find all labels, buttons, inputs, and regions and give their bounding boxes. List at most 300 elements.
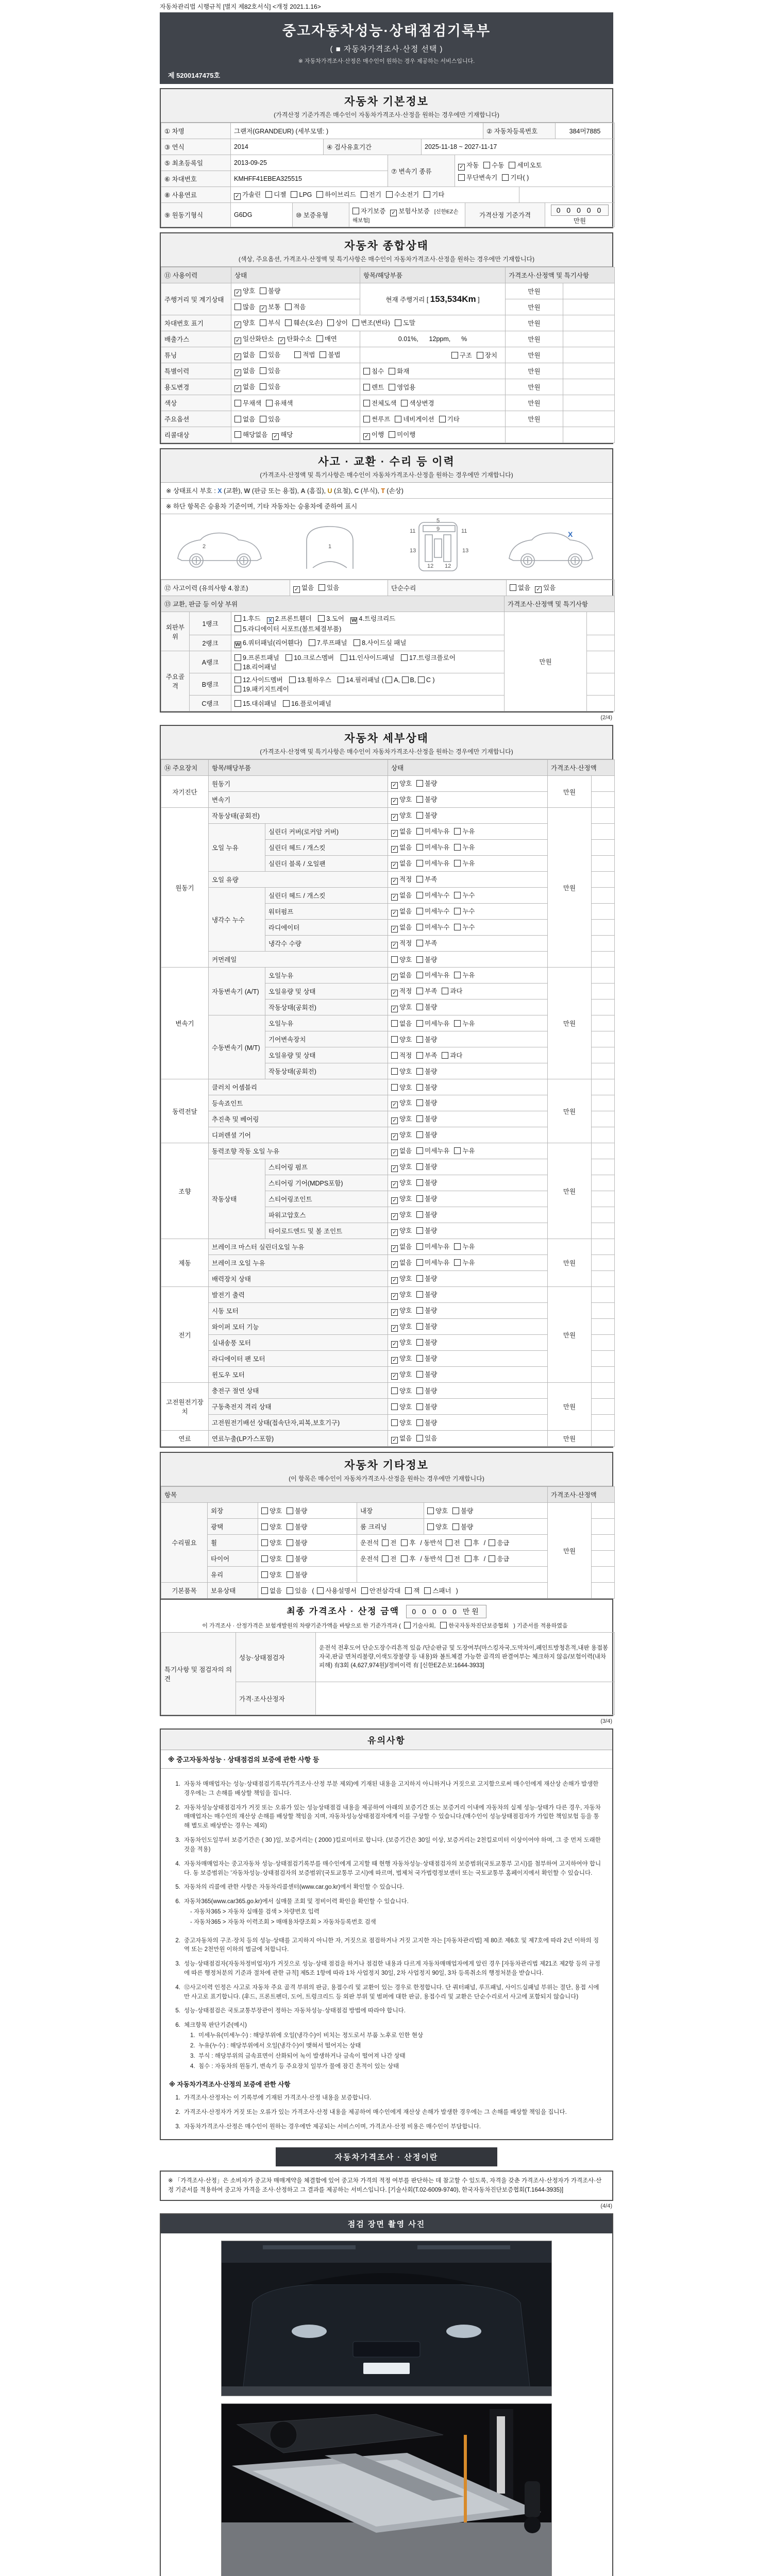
note-cell	[592, 1031, 615, 1047]
notice-item: 6. 체크항목 판단기준(예시) 1. 미세누유(미세누수) : 해당부위에 오일(냉각수)이 비치는 정도로서 부품 노후로 인한 현상 2. 누유(누수) : 해당부위에서 오일(냉각수)이 맺혀서 떨어지는 상태 3. 부식 : 해당부위의 금속표면이 산화되어 녹이 발생하거나 금속이 떨어져 나간 상태 4. 침수 : 자동차의 원동기, 변속기 등 주요장치 일부가 물에 잠긴 흔적이 있는 상태	[169, 2021, 604, 2071]
checkbox-unchecked[interactable]	[363, 400, 370, 406]
checkbox-checked[interactable]: ✓	[391, 1277, 398, 1284]
checkbox-unchecked[interactable]	[389, 431, 395, 438]
checkbox-checked[interactable]: ✓	[391, 846, 398, 853]
checkbox-unchecked[interactable]	[416, 796, 423, 803]
option: 침수	[363, 366, 384, 376]
checkbox-unchecked[interactable]	[402, 676, 409, 683]
option: 양호	[261, 1522, 282, 1531]
checkbox-unchecked[interactable]	[416, 1163, 423, 1170]
checkbox-unchecked[interactable]	[317, 1587, 324, 1594]
checkbox-unchecked[interactable]	[285, 319, 292, 326]
panel-mark-W[interactable]: W	[235, 641, 241, 648]
option: 불량	[416, 810, 437, 820]
checkbox-unchecked[interactable]	[416, 828, 423, 835]
checkbox-unchecked[interactable]	[416, 908, 423, 914]
checkbox-unchecked[interactable]	[363, 368, 370, 375]
checkbox-unchecked[interactable]	[261, 1587, 268, 1594]
option: 미세누유	[416, 842, 449, 852]
svg-text:9: 9	[436, 526, 440, 532]
checkbox-unchecked[interactable]	[391, 1036, 398, 1043]
option: ✓ 양호	[391, 1178, 412, 1188]
checkbox-checked[interactable]: ✓	[391, 1181, 398, 1188]
checkbox-unchecked[interactable]	[416, 812, 423, 819]
checkbox-unchecked[interactable]	[451, 352, 458, 359]
option: 부족	[416, 874, 437, 884]
checkbox-checked[interactable]: ✓	[391, 1213, 398, 1220]
checkbox-unchecked[interactable]	[401, 654, 408, 661]
page-marker: (4/4)	[600, 2202, 612, 2209]
column-header: ⑬ 교환, 판금 등 이상 부위	[161, 596, 505, 612]
status-options	[388, 856, 548, 872]
checkbox-unchecked[interactable]	[442, 988, 448, 994]
device-group-label: 고전원전기장치	[161, 1383, 209, 1431]
checkbox-unchecked[interactable]	[489, 1539, 495, 1546]
checkbox-unchecked[interactable]	[465, 1555, 472, 1562]
checkbox-unchecked[interactable]	[401, 1539, 408, 1546]
checkbox-checked[interactable]: ✓	[535, 586, 542, 593]
price-cell: 만원	[506, 363, 563, 379]
field-label: ⑤ 최초등록일	[161, 155, 231, 171]
checkbox-unchecked[interactable]	[363, 416, 370, 422]
status-options	[360, 411, 506, 427]
checkbox-unchecked[interactable]	[391, 1419, 398, 1426]
checkbox-checked[interactable]: ✓	[391, 1133, 398, 1140]
checkbox-unchecked[interactable]	[382, 1555, 389, 1562]
svg-text:13: 13	[409, 548, 416, 554]
checkbox-checked[interactable]: ✓	[391, 1325, 398, 1332]
checkbox-checked[interactable]: ✓	[391, 894, 398, 901]
note-cell	[592, 1159, 615, 1175]
checkbox-unchecked[interactable]	[361, 1587, 368, 1594]
section-subtitle-text: (가격조사·산정액 및 특기사항은 매수인이 자동차가격조사·산정을 원하는 경우에만 기재합니다)	[260, 471, 513, 479]
checkbox-unchecked[interactable]	[416, 1227, 423, 1234]
field-label: ① 차명	[161, 123, 231, 139]
checkbox-unchecked[interactable]	[405, 1587, 412, 1594]
checkbox-unchecked[interactable]	[389, 384, 395, 391]
item-label: 실린더 커버(로커암 커버)	[265, 824, 388, 840]
checkbox-unchecked[interactable]	[261, 1555, 268, 1562]
note-cell	[592, 1111, 615, 1127]
option: 없음	[234, 414, 255, 423]
checkbox-unchecked[interactable]	[401, 1555, 408, 1562]
checkbox-unchecked[interactable]	[385, 676, 392, 683]
checkbox-unchecked[interactable]	[234, 664, 241, 670]
checkbox-unchecked[interactable]	[266, 400, 273, 406]
option: 네비게이션	[395, 414, 434, 423]
checkbox-unchecked[interactable]	[416, 1195, 423, 1202]
checkbox-unchecked[interactable]	[234, 615, 241, 622]
checkbox-unchecked[interactable]	[416, 956, 423, 963]
checkbox-unchecked[interactable]	[416, 1099, 423, 1106]
checkbox-unchecked[interactable]	[354, 639, 360, 646]
checkbox-checked[interactable]: ✓	[234, 369, 241, 376]
checkbox-checked[interactable]: ✓	[234, 337, 241, 344]
checkbox-checked[interactable]: ✓	[391, 1006, 398, 1012]
checkbox-unchecked[interactable]	[440, 1622, 447, 1629]
option: 불량	[416, 1162, 437, 1171]
checkbox-unchecked[interactable]	[352, 208, 359, 214]
checkbox-unchecked[interactable]	[341, 654, 347, 661]
checkbox-unchecked[interactable]	[416, 1179, 423, 1186]
checkbox-checked[interactable]: ✓	[391, 1357, 398, 1364]
panel-items	[231, 651, 505, 673]
checkbox-checked[interactable]: ✓	[391, 1229, 398, 1236]
checkbox-unchecked[interactable]	[391, 1403, 398, 1410]
checkbox-unchecked[interactable]	[285, 303, 292, 310]
column-header: 상태	[388, 760, 548, 776]
checkbox-unchecked[interactable]	[287, 1539, 293, 1546]
checkbox-unchecked[interactable]	[316, 335, 323, 342]
checkbox-unchecked[interactable]	[416, 1115, 423, 1122]
checkbox-checked[interactable]: ✓	[293, 586, 300, 593]
checkbox-unchecked[interactable]	[283, 700, 290, 707]
checkbox-unchecked[interactable]	[318, 584, 325, 591]
checkbox-checked[interactable]: ✓	[391, 1245, 398, 1252]
checkbox-unchecked[interactable]	[416, 1355, 423, 1362]
item-label: 변속기	[209, 792, 388, 808]
checkbox-unchecked[interactable]	[416, 1435, 423, 1442]
checkbox-unchecked[interactable]	[424, 1587, 431, 1594]
checkbox-unchecked[interactable]	[261, 1523, 268, 1530]
checkbox-unchecked[interactable]	[401, 400, 408, 406]
note-cell	[592, 1063, 615, 1079]
checkbox-unchecked[interactable]	[287, 1555, 293, 1562]
checkbox-unchecked[interactable]	[416, 924, 423, 930]
checkbox-unchecked[interactable]	[320, 351, 326, 358]
checkbox-checked[interactable]: ✓	[458, 164, 465, 171]
checkbox-unchecked[interactable]	[260, 351, 266, 358]
checkbox-unchecked[interactable]	[395, 416, 401, 422]
checkbox-unchecked[interactable]	[234, 625, 241, 632]
checkbox-unchecked[interactable]	[416, 892, 423, 899]
section-accident-history	[160, 448, 613, 713]
checkbox-checked[interactable]: ✓	[391, 814, 398, 821]
checkbox-checked[interactable]: ✓	[391, 1197, 398, 1204]
checkbox-unchecked[interactable]	[391, 1084, 398, 1091]
checkbox-checked[interactable]: ✓	[391, 1149, 398, 1156]
checkbox-unchecked[interactable]	[416, 1259, 423, 1266]
checkbox-unchecked[interactable]	[454, 828, 461, 835]
checkbox-checked[interactable]: ✓	[234, 385, 241, 392]
checkbox-unchecked[interactable]	[416, 1020, 423, 1027]
price-cell: 만원	[548, 1143, 592, 1239]
checkbox-checked[interactable]: ✓	[391, 1261, 398, 1268]
checkbox-unchecked[interactable]	[458, 174, 465, 181]
checkbox-unchecked[interactable]	[416, 1068, 423, 1075]
panel-number: 2	[202, 544, 206, 550]
option: 미세누수	[416, 922, 449, 931]
option: 양호	[391, 955, 412, 964]
panel-number: 1	[328, 544, 332, 550]
checkbox-unchecked[interactable]	[416, 860, 423, 867]
checkbox-unchecked[interactable]	[294, 351, 301, 358]
checkbox-checked[interactable]: ✓	[391, 1165, 398, 1172]
checkbox-unchecked[interactable]	[416, 1307, 423, 1314]
notice-item: 2. 자동차성능상태점검자가 거짓 또는 오류가 있는 성능상태점검 내용을 제공하여 아래의 보증기간 또는 보증거리 이내에 자동차의 실제 성능·상태가 다른 경우, 자동차매매업자는 매수인의 재산상 손해를 배상할 책임을 지며, 자동차성능상태점검자에게 이를 구상할 수 있습니다.(매수인이 성능상태점검자가 가입한 책임보험 등을 통해 별도로 배상받는 경우는 제외)	[175, 1804, 601, 1829]
option: 없음	[391, 1019, 412, 1028]
note-cell	[587, 696, 615, 711]
option: 디젤	[265, 190, 286, 199]
checkbox-checked[interactable]: ✓	[391, 1117, 398, 1124]
checkbox-checked[interactable]: ✓	[391, 782, 398, 789]
checkbox-unchecked[interactable]	[416, 1323, 423, 1330]
checkbox-unchecked[interactable]	[416, 1131, 423, 1138]
row-label: 차대번호 표기	[161, 315, 231, 331]
svg-text:13: 13	[462, 548, 468, 554]
checkbox-unchecked[interactable]	[234, 654, 241, 661]
final-price-label: 최종 가격조사 · 산정 금액	[287, 1606, 399, 1616]
option: 불량	[287, 1522, 307, 1531]
checkbox-unchecked[interactable]	[454, 892, 461, 899]
checkbox-checked[interactable]: ✓	[391, 1341, 398, 1348]
checkbox-unchecked[interactable]	[260, 383, 266, 390]
option: ✓ 없음	[293, 583, 314, 593]
checkbox-unchecked[interactable]	[454, 1259, 461, 1266]
opinion-group-label: 특기사항 및 점검자의 의견	[161, 1633, 236, 1715]
option: 양호	[391, 1082, 412, 1092]
option: ✓ 양호	[391, 1130, 412, 1140]
item-subgroup-label: 작동상태	[209, 1159, 265, 1239]
checkbox-unchecked[interactable]	[309, 639, 315, 646]
checkbox-unchecked[interactable]	[316, 191, 323, 198]
checkbox-unchecked[interactable]	[361, 191, 367, 198]
checkbox-unchecked[interactable]	[261, 1507, 268, 1514]
checkbox-unchecked[interactable]	[454, 860, 461, 867]
checkbox-unchecked[interactable]	[327, 319, 334, 326]
checkbox-unchecked[interactable]	[416, 1243, 423, 1250]
checkbox-checked[interactable]: ✓	[234, 321, 241, 328]
status-options	[231, 299, 360, 315]
checkbox-unchecked[interactable]	[446, 1539, 452, 1546]
checkbox-checked[interactable]: ✓	[390, 210, 397, 216]
checkbox-unchecked[interactable]	[234, 676, 241, 683]
checkbox-unchecked[interactable]	[287, 1523, 293, 1530]
checkbox-unchecked[interactable]	[391, 1068, 398, 1075]
checkbox-unchecked[interactable]	[287, 1571, 293, 1578]
checkbox-unchecked[interactable]	[234, 416, 241, 422]
checkbox-unchecked[interactable]	[338, 676, 344, 683]
checkbox-unchecked[interactable]	[416, 1387, 423, 1394]
checkbox-unchecked[interactable]	[416, 1052, 423, 1059]
checkbox-unchecked[interactable]	[391, 1020, 398, 1027]
checkbox-unchecked[interactable]	[454, 924, 461, 930]
checkbox-checked[interactable]: ✓	[234, 353, 241, 360]
checkbox-unchecked[interactable]	[391, 1052, 398, 1059]
row-label: 배출가스	[161, 331, 231, 347]
checkbox-unchecked[interactable]	[424, 191, 430, 198]
checkbox-unchecked[interactable]	[291, 191, 297, 198]
checkbox-checked[interactable]: ✓	[391, 1437, 398, 1444]
checkbox-unchecked[interactable]	[285, 654, 292, 661]
checkbox-unchecked[interactable]	[234, 700, 241, 707]
checkbox-unchecked[interactable]	[418, 676, 425, 683]
checkbox-checked[interactable]: ✓	[391, 910, 398, 917]
item-label: 룸 크리닝	[357, 1519, 424, 1535]
panel-item: 16.플로어패널	[283, 699, 331, 708]
checkbox-unchecked[interactable]	[416, 1403, 423, 1410]
checkbox-unchecked[interactable]	[416, 988, 423, 994]
checkbox-unchecked[interactable]	[454, 908, 461, 914]
option: ✓ 양호	[391, 1369, 412, 1380]
checkbox-unchecked[interactable]	[391, 1387, 398, 1394]
checkbox-unchecked[interactable]	[416, 1339, 423, 1346]
panel-item: 14.필러패널 ( A, B, C )	[338, 675, 434, 684]
checkbox-unchecked[interactable]	[416, 1147, 423, 1154]
checkbox-unchecked[interactable]	[416, 780, 423, 787]
checkbox-unchecked[interactable]	[427, 1507, 434, 1514]
checkbox-unchecked[interactable]	[465, 1539, 472, 1546]
option: 도말	[395, 318, 415, 327]
checkbox-unchecked[interactable]	[318, 615, 325, 622]
checkbox-checked[interactable]: ✓	[260, 306, 266, 312]
panel-mark-W[interactable]: W	[351, 617, 357, 623]
checkbox-unchecked[interactable]	[416, 1004, 423, 1010]
checkbox-checked[interactable]: ✓	[391, 830, 398, 837]
note-cell	[592, 888, 615, 904]
checkbox-checked[interactable]: ✓	[391, 1373, 398, 1380]
checkbox-unchecked[interactable]	[363, 384, 370, 391]
checkbox-unchecked[interactable]	[260, 367, 266, 374]
panel-item: 11.인사이드패널	[341, 653, 395, 662]
option: 화재	[389, 366, 409, 376]
note-cell	[592, 1535, 615, 1551]
checkbox-unchecked[interactable]	[416, 876, 423, 883]
checkbox-unchecked[interactable]	[416, 844, 423, 851]
checkbox-unchecked[interactable]	[382, 1539, 389, 1546]
checkbox-unchecked[interactable]	[452, 1507, 459, 1514]
checkbox-unchecked[interactable]	[265, 191, 272, 198]
document-header	[160, 12, 613, 84]
option: 불량	[416, 1066, 437, 1076]
checkbox-unchecked[interactable]	[454, 1020, 461, 1027]
checkbox-unchecked[interactable]	[389, 368, 395, 375]
note-cell	[592, 1287, 615, 1303]
checkbox-checked[interactable]: ✓	[391, 1101, 398, 1108]
checkbox-unchecked[interactable]	[483, 162, 490, 168]
checkbox-checked[interactable]: ✓	[234, 290, 241, 296]
option: ✓ 해당	[272, 430, 293, 440]
option: 렌트	[363, 382, 384, 392]
checkbox-unchecked[interactable]	[234, 303, 241, 310]
checkbox-unchecked[interactable]	[454, 1147, 461, 1154]
checkbox-unchecked[interactable]	[287, 1507, 293, 1514]
model-year: 2014	[231, 139, 324, 155]
option: 불량	[416, 1226, 437, 1235]
checkbox-checked[interactable]: ✓	[391, 1293, 398, 1300]
checkbox-checked[interactable]: ✓	[391, 878, 398, 885]
item-label: 휠	[208, 1535, 258, 1551]
option: 과다	[442, 986, 462, 995]
option: ✓ 일산화탄소	[234, 334, 274, 344]
checkbox-unchecked[interactable]	[261, 1539, 268, 1546]
status-options	[388, 1383, 548, 1399]
checkbox-checked[interactable]: ✓	[278, 337, 285, 344]
checkbox-unchecked[interactable]	[404, 1622, 411, 1629]
checkbox-unchecked[interactable]	[260, 287, 266, 294]
checkbox-checked[interactable]: ✓	[391, 974, 398, 980]
status-code-W: W	[244, 487, 250, 495]
checkbox-unchecked[interactable]	[260, 416, 266, 422]
checkbox-unchecked[interactable]	[416, 972, 423, 978]
checkbox-unchecked[interactable]	[416, 1036, 423, 1043]
checkbox-unchecked[interactable]	[234, 400, 241, 406]
checkbox-unchecked[interactable]	[386, 191, 393, 198]
note-cell	[592, 1503, 615, 1519]
checkbox-unchecked[interactable]	[416, 1211, 423, 1218]
section-title-text: 자동차 기타정보	[344, 1460, 429, 1471]
checkbox-unchecked[interactable]	[234, 431, 241, 438]
checkbox-checked[interactable]: ✓	[363, 433, 370, 440]
checkbox-unchecked[interactable]	[234, 686, 241, 692]
checkbox-checked[interactable]: ✓	[391, 798, 398, 805]
checkbox-unchecked[interactable]	[510, 584, 516, 591]
option: ✓ 양호	[391, 1353, 412, 1364]
checkbox-checked[interactable]: ✓	[391, 926, 398, 933]
checkbox-unchecked[interactable]	[287, 1587, 293, 1594]
position-options	[357, 1551, 548, 1567]
checkbox-checked[interactable]: ✓	[391, 990, 398, 996]
option: 스패너	[424, 1586, 451, 1595]
checkbox-unchecked[interactable]	[442, 1052, 448, 1059]
checkbox-unchecked[interactable]	[416, 1291, 423, 1298]
panel-mark-X[interactable]: X	[267, 617, 274, 624]
option: 기타	[439, 414, 460, 423]
checkbox-unchecked[interactable]	[509, 162, 515, 168]
checkbox-checked[interactable]: ✓	[391, 942, 398, 948]
checkbox-unchecked[interactable]	[452, 1523, 459, 1530]
option: 전	[446, 1554, 460, 1563]
checkbox-unchecked[interactable]	[427, 1523, 434, 1530]
checkbox-unchecked[interactable]	[352, 319, 359, 326]
status-options	[388, 840, 548, 856]
note-cell	[592, 1567, 615, 1583]
checkbox-unchecked[interactable]	[439, 416, 446, 422]
option: 유채색	[266, 398, 293, 408]
checkbox-unchecked[interactable]	[391, 956, 398, 963]
item-label: 광택	[208, 1519, 258, 1535]
checkbox-unchecked[interactable]	[416, 1084, 423, 1091]
text-fragment: 운전석	[360, 1555, 379, 1563]
inspection-document	[160, 0, 613, 2576]
checkbox-checked[interactable]: ✓	[391, 1309, 398, 1316]
checkbox-checked[interactable]: ✓	[391, 862, 398, 869]
checkbox-unchecked[interactable]	[260, 319, 266, 326]
checkbox-unchecked[interactable]	[416, 940, 423, 946]
checkbox-unchecked[interactable]	[477, 352, 483, 359]
checkbox-checked[interactable]: ✓	[272, 433, 279, 440]
checkbox-unchecked[interactable]	[416, 1371, 423, 1378]
checkbox-unchecked[interactable]	[395, 319, 401, 326]
note-cell	[563, 331, 615, 347]
option: 구조	[451, 350, 472, 360]
checkbox-unchecked[interactable]	[454, 1243, 461, 1250]
checkbox-unchecked[interactable]	[502, 174, 509, 181]
checkbox-unchecked[interactable]	[454, 844, 461, 851]
checkbox-unchecked[interactable]	[446, 1555, 452, 1562]
option: ✓ 양호	[391, 810, 412, 821]
checkbox-unchecked[interactable]	[416, 1419, 423, 1426]
checkbox-unchecked[interactable]	[289, 676, 296, 683]
checkbox-unchecked[interactable]	[261, 1571, 268, 1578]
notice-item: 3. 자동차가격조사·산정은 매수인이 원하는 경우에만 제공되는 서비스이며, 가격조사·산정 비용은 매수인이 부담합니다.	[175, 2123, 481, 2130]
checkbox-unchecked[interactable]	[416, 1275, 423, 1282]
checkbox-unchecked[interactable]	[489, 1555, 495, 1562]
item-label: 원동기	[209, 776, 388, 792]
option: 무단변속기	[458, 173, 497, 182]
checkbox-checked[interactable]: ✓	[234, 193, 241, 200]
checkbox-unchecked[interactable]	[454, 972, 461, 978]
